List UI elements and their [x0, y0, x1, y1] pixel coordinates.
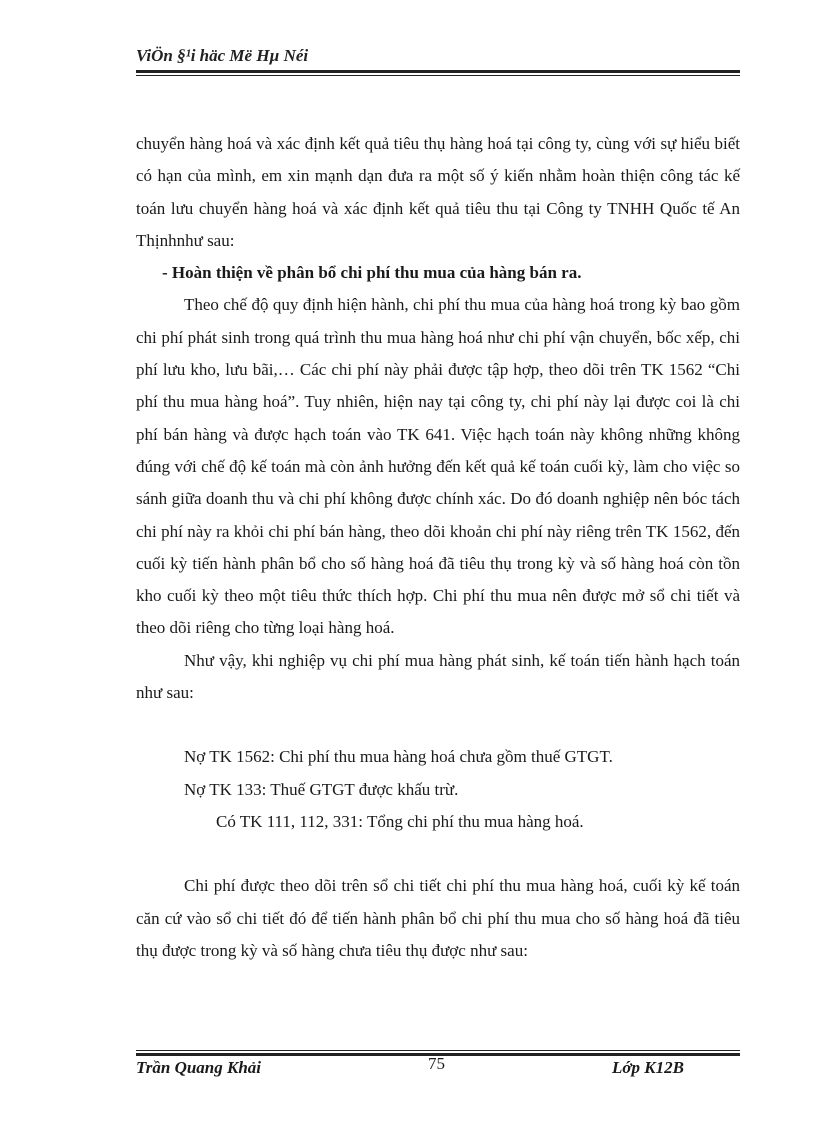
journal-entry-debit-1562: Nợ TK 1562: Chi phí thu mua hàng hoá chưa gồm thuế GTGT. — [184, 747, 613, 767]
paragraph-allocation: Chi phí được theo dõi trên sổ chi tiết chi phí thu mua hàng hoá, cuối kỳ kế toán căn cứ vào sổ chi tiết đó để tiến hành phân bổ chi phí thu mua cho số hàng hoá đã tiêu thụ được trong kỳ và số hàng chưa tiêu thụ được như sau: — [136, 876, 740, 960]
journal-entry-debit-133: Nợ TK 133: Thuế GTGT được khấu trừ. — [184, 779, 459, 799]
footer-rule-thin — [136, 1050, 740, 1051]
paragraph-explanation: Theo chế độ quy định hiện hành, chi phí thu mua của hàng hoá trong kỳ bao gồm chi phí phát sinh trong quá trình thu mua hàng hoá như chi phí vận chuyển, bốc xếp, chi phí lưu kho, lưu bãi,… Các chi phí này phải được tập hợp, theo dõi trên TK 1562 “Chi phí thu mua hàng hoá”. Tuy nhiên, hiện nay tại công ty, chi phí này lại được coi là chi phí bán hàng và được hạch toán vào TK 641. Việc hạch toán này không những không đúng với chế độ kế toán mà còn ảnh hưởng đến kết quả kế toán cuối kỳ, làm cho việc so sánh giữa doanh thu và chi phí không được chính xác. Do đó doanh nghiệp nên bóc tách chi phí này ra khỏi chi phí bán hàng, theo dõi khoản chi phí này riêng trên TK 1562, đến cuối kỳ tiến hành phân bổ cho số hàng hoá đã tiêu thụ trong kỳ và số hàng hoá còn tồn kho cuối kỳ theo một tiêu thức thích hợp. Chi phí thu mua nên được mở sổ chi tiết và theo dõi riêng cho từng loại hàng hoá. — [136, 295, 740, 638]
spacer — [136, 709, 740, 741]
footer-class: Lớp K12B — [612, 1058, 684, 1077]
journal-entry-credit: Có TK 111, 112, 331: Tổng chi phí thu mua hàng hoá. — [216, 811, 584, 831]
page-body — [136, 128, 740, 967]
paragraph-transition: Như vậy, khi nghiệp vụ chi phí mua hàng phát sinh, kế toán tiến hành hạch toán như sau: — [136, 650, 740, 703]
section-heading: - Hoàn thiện về phân bổ chi phí thu mua của hàng bán ra. — [162, 263, 582, 283]
footer-author: Trần Quang Khải — [136, 1058, 262, 1077]
page-number: 75 — [428, 1054, 445, 1073]
running-header: ViÖn §¹i häc Më Hµ Néi — [136, 46, 309, 65]
paragraph-intro: chuyển hàng hoá và xác định kết quả tiêu thụ hàng hoá tại công ty, cùng với sự hiểu biết có hạn của mình, em xin mạnh dạn đưa ra một số ý kiến nhằm hoàn thiện công tác kế toán lưu chuyển hàng hoá và xác định kết quả tiêu thu tại Công ty TNHH Quốc tế An Thịnhnhư sau: — [136, 134, 740, 250]
header-rule-thin — [136, 75, 740, 76]
header-rule — [136, 70, 740, 73]
spacer — [136, 838, 740, 870]
